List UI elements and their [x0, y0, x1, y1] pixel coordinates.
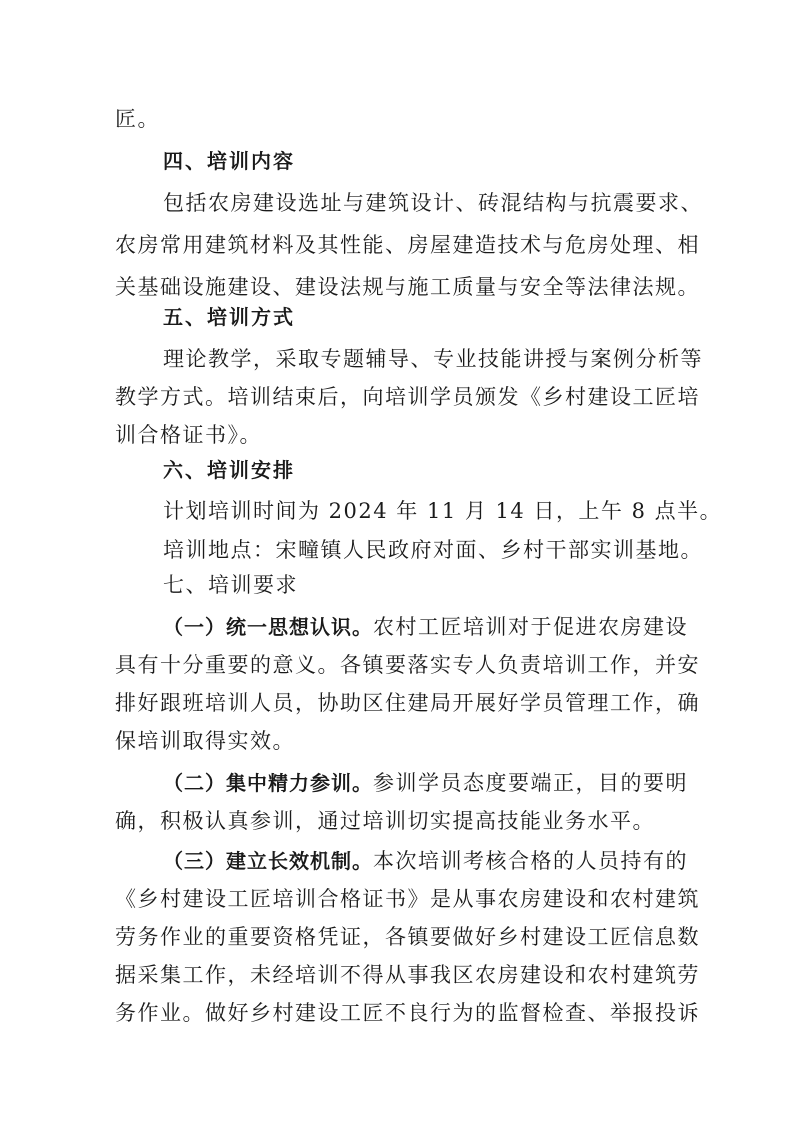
requirement-2-text: 参训学员态度要端正，目的要明: [373, 771, 688, 795]
requirement-1-first-line: [163, 612, 688, 642]
paragraph-line: 务作业。做好乡村建设工匠不良行为的监督检查、举报投诉: [115, 1001, 700, 1025]
paragraph-line: 排好跟班培训人员，协助区住建局开展好学员管理工作，确: [115, 691, 700, 715]
paragraph-line: 保培训取得实效。: [115, 729, 295, 753]
requirement-3-lead: （三）建立长效机制。: [163, 849, 373, 873]
requirement-1-lead: （一）统一思想认识。: [163, 615, 373, 639]
schedule-time-line: 计划培训时间为 2024 年 11 月 14 日，上午 8 点半。: [163, 499, 723, 523]
paragraph-line: 关基础设施建设、建设法规与施工质量与安全等法律法规。: [115, 275, 700, 299]
paragraph-line: 《乡村建设工匠培训合格证书》是从事农房建设和农村建筑: [115, 887, 700, 911]
section-heading-training-method: 五、培训方式: [163, 305, 295, 329]
requirement-2-first-line: [163, 768, 688, 798]
paragraph-line: 具有十分重要的意义。各镇要落实专人负责培训工作，并安: [115, 653, 700, 677]
requirement-2-lead: （二）集中精力参训。: [163, 771, 373, 795]
paragraph-line: 农房常用建筑材料及其性能、房屋建造技术与危房处理、相: [115, 233, 700, 257]
section-heading-training-schedule: 六、培训安排: [163, 458, 295, 482]
section-heading-training-requirements: 七、培训要求: [163, 573, 298, 597]
section-heading-training-content: 四、培训内容: [163, 149, 295, 173]
requirement-3-text: 本次培训考核合格的人员持有的: [373, 849, 688, 873]
schedule-location-line: 培训地点：宋疃镇人民政府对面、乡村干部实训基地。: [163, 538, 703, 562]
requirement-3-first-line: [163, 846, 688, 876]
paragraph-line: 训合格证书》。: [115, 423, 262, 447]
requirement-1-text: 农村工匠培训对于促进农房建设: [373, 615, 688, 639]
paragraph-line: 匠。: [115, 107, 160, 131]
paragraph-line: 据采集工作，未经培训不得从事我区农房建设和农村建筑劳: [115, 963, 700, 987]
paragraph-line: 确，积极认真参训，通过培训切实提高技能业务水平。: [115, 809, 655, 833]
paragraph-line: 理论教学，采取专题辅导、专业技能讲授与案例分析等: [163, 347, 703, 371]
paragraph-line: 教学方式。培训结束后，向培训学员颁发《乡村建设工匠培: [115, 385, 700, 409]
paragraph-line: 劳务作业的重要资格凭证，各镇要做好乡村建设工匠信息数: [115, 925, 700, 949]
paragraph-line: 包括农房建设选址与建筑设计、砖混结构与抗震要求、: [163, 191, 703, 215]
